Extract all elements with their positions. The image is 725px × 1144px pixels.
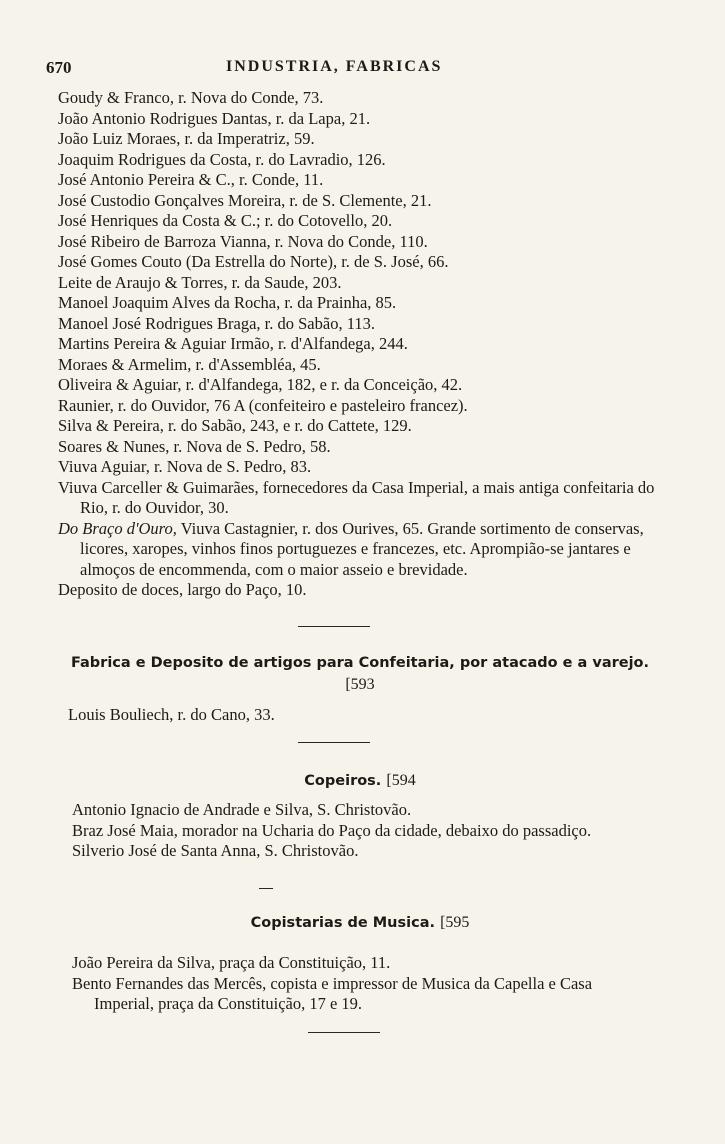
section-heading-594 — [60, 770, 660, 792]
list-item: Leite de Araujo & Torres, r. da Saude, 203. — [58, 272, 342, 292]
section-heading-593 — [60, 653, 660, 696]
copistarias-list — [72, 953, 654, 1015]
section-title: Copeiros. — [304, 773, 382, 789]
list-item: Manoel Joaquim Alves da Rocha, r. da Prainha, 85. — [58, 293, 397, 312]
shop-name: Do Braço d'Ouro, — [58, 518, 177, 538]
small-divider — [259, 888, 273, 889]
section-title: Fabrica e Deposito de artigos para Confeitaria, por atacado e a varejo. — [70, 655, 650, 671]
copeiros-list — [72, 800, 652, 862]
list-item: Viuva Carceller & Guimarães, fornecedores da Casa Imperial, a mais antiga confeitaria do Rio, r. do Ouvidor, 30. — [58, 477, 655, 517]
list-item: Oliveira & Aguiar, r. d'Alfandega, 182, e r. da Conceição, 42. — [58, 375, 463, 394]
list-item: José Henriques da Costa & C.; r. do Cotovello, 20. — [58, 211, 393, 230]
running-title: INDUSTRIA, FABRICAS — [226, 58, 443, 75]
section-divider — [298, 626, 370, 627]
list-item: Raunier, r. do Ouvidor, 76 A (confeiteiro e pasteleiro francez). — [58, 395, 468, 415]
confeiteiros-list — [58, 88, 658, 601]
list-item: Louis Bouliech, r. do Cano, 33. — [68, 705, 275, 724]
section-number: [595 — [440, 914, 470, 931]
page-number: 670 — [46, 58, 72, 77]
shop-description: Viuva Castagnier, r. dos Ourives, 65. Grande sortimento de conservas, licores, xaropes, vinhos finos portuguezes e francezes, etc. Aprompião-se jantares e almoços de encommenda, com o maior asseio e brevidade. — [80, 518, 644, 579]
section-number: [593 — [345, 676, 375, 693]
list-item: José Gomes Couto (Da Estrella do Norte), r. de S. José, 66. — [58, 252, 449, 271]
list-item: José Custodio Gonçalves Moreira, r. de S. Clemente, 21. — [58, 190, 432, 210]
list-item: Viuva Aguiar, r. Nova de S. Pedro, 83. — [58, 457, 312, 476]
list-item: Braz José Maia, morador na Ucharia do Paço da cidade, debaixo do passadiço. — [72, 820, 592, 840]
list-item: Antonio Ignacio de Andrade e Silva, S. Christovão. — [72, 800, 412, 819]
list-item: Soares & Nunes, r. Nova de S. Pedro, 58. — [58, 436, 331, 456]
list-item: Manoel José Rodrigues Braga, r. do Sabão, 113. — [58, 313, 375, 333]
list-item: João Pereira da Silva, praça da Constituição, 11. — [72, 953, 391, 972]
section-title: Copistarias de Musica. — [250, 915, 435, 931]
list-item: Goudy & Franco, r. Nova do Conde, 73. — [58, 88, 324, 107]
list-item: Joaquim Rodrigues da Costa, r. do Lavradio, 126. — [58, 149, 386, 169]
page-header — [46, 58, 476, 80]
section-divider — [298, 742, 370, 743]
list-item: José Antonio Pereira & C., r. Conde, 11. — [58, 170, 324, 189]
section-heading-595 — [60, 912, 660, 934]
list-item: João Antonio Rodrigues Dantas, r. da Lapa, 21. — [58, 108, 371, 128]
section-number: [594 — [386, 772, 416, 789]
list-item: Silverio José de Santa Anna, S. Christovão. — [72, 841, 359, 860]
list-item: Deposito de doces, largo do Paço, 10. — [58, 580, 307, 599]
list-item: Bento Fernandes das Mercês, copista e impressor de Musica da Capella e Casa Imperial, praça da Constituição, 17 e 19. — [72, 973, 593, 1013]
list-item: João Luiz Moraes, r. da Imperatriz, 59. — [58, 129, 315, 148]
section-divider — [308, 1032, 380, 1033]
list-item: Silva & Pereira, r. do Sabão, 243, e r. do Cattete, 129. — [58, 416, 412, 435]
list-item: José Ribeiro de Barroza Vianna, r. Nova do Conde, 110. — [58, 231, 428, 251]
list-item-braco-douro — [58, 519, 658, 581]
list-item: Moraes & Armelim, r. d'Assembléa, 45. — [58, 354, 321, 374]
list-item: Martins Pereira & Aguiar Irmão, r. d'Alfandega, 244. — [58, 334, 408, 353]
fabrica-deposito-list — [68, 705, 668, 726]
